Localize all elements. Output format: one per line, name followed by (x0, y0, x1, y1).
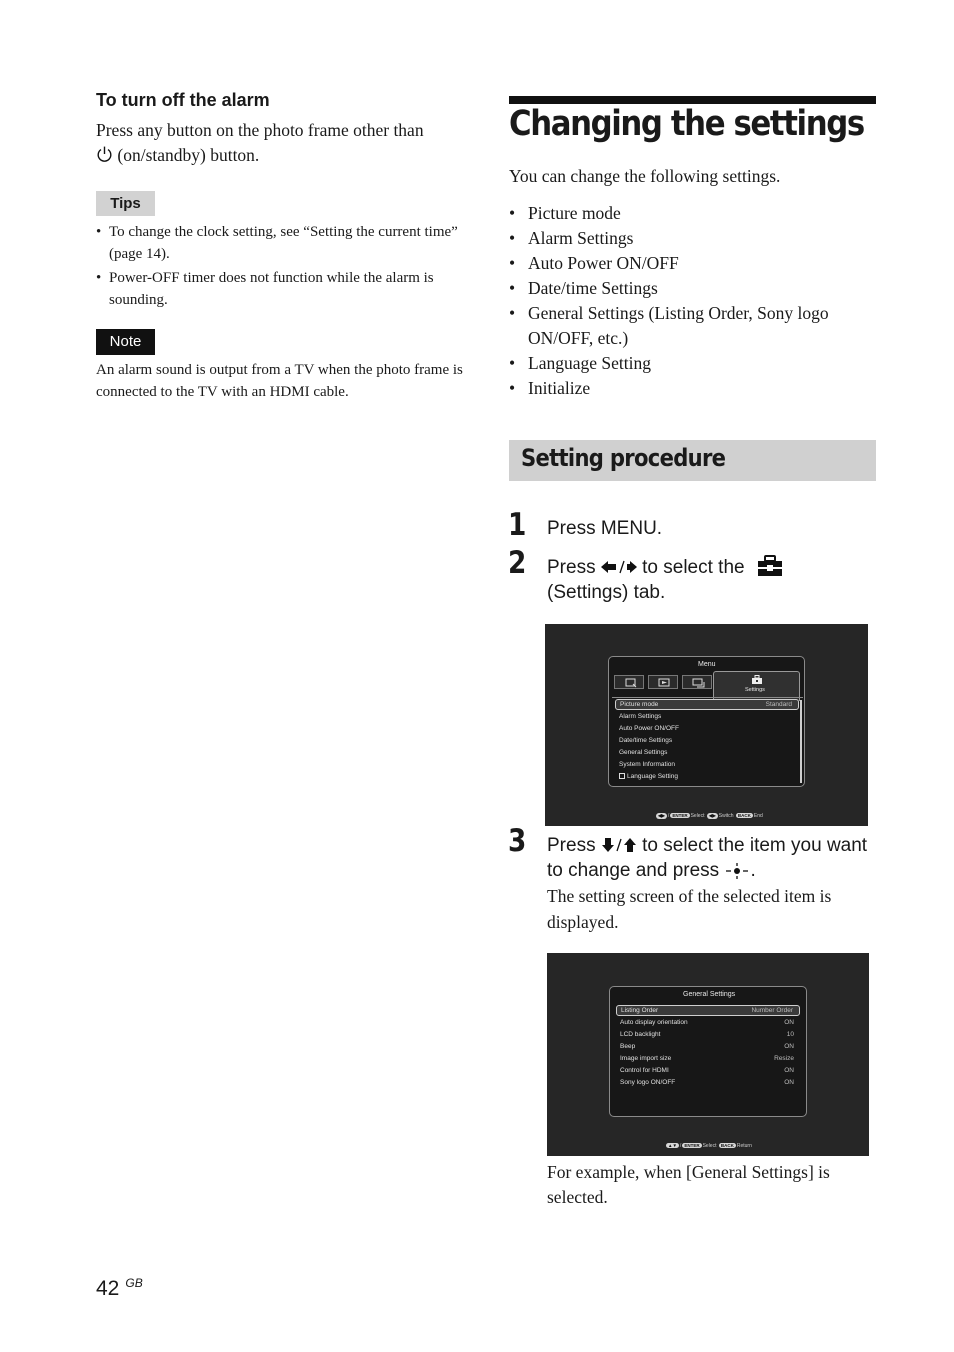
list-item: • Date/time Settings (509, 276, 876, 301)
enter-key-label: ENTER (684, 1143, 700, 1148)
page-number-value: 42 (96, 1277, 120, 1300)
row-value: Standard (765, 701, 792, 708)
tab-slideshow (648, 675, 678, 689)
row-label: LCD backlight (620, 1031, 661, 1038)
row-value: ON (784, 1067, 794, 1074)
nav-arrows-icon: ◀▶ (708, 813, 716, 818)
menu-screenshot (545, 624, 868, 826)
tip-item: • Power-OFF timer does not function while the alarm is sounding. (96, 268, 468, 311)
step-number: 2 (508, 545, 527, 581)
hint-text: Return (736, 1143, 752, 1149)
nav-arrows-icon: ◀▶ (658, 813, 665, 818)
row-label: Control for HDMI (620, 1067, 669, 1074)
list-item: • Picture mode (509, 201, 876, 226)
down-up-arrow-icon (601, 834, 637, 848)
settings-row (616, 1017, 800, 1028)
menu-row (615, 771, 799, 782)
tab-divider (612, 697, 803, 698)
hint-text: Switch (718, 813, 734, 819)
menu-row (615, 699, 799, 710)
step-text-part: Press (547, 557, 596, 578)
step-text-part: to select the (642, 557, 745, 578)
tab-editing (682, 675, 712, 689)
enter-key-label: ENTER (672, 813, 688, 818)
step-subtext: The setting screen of the selected item is displayed. (547, 886, 832, 932)
intro-text: You can change the following settings. (509, 166, 781, 186)
back-key-label: BACK (720, 1143, 734, 1148)
power-standby-icon (96, 145, 113, 162)
hint-text: Select (702, 1143, 717, 1149)
menu-row (615, 747, 799, 758)
hint-text: Select (690, 813, 705, 819)
settings-toolbox-icon (751, 675, 763, 685)
alarm-text-line-1: Press any button on the photo frame other than (96, 120, 424, 140)
settings-row (616, 1053, 800, 1064)
section-title: Setting procedure (521, 444, 726, 472)
row-value: ON (784, 1019, 794, 1026)
settings-row (616, 1041, 800, 1052)
settings-toolbox-icon (756, 555, 784, 577)
note-label: Note (96, 329, 155, 355)
scrollbar (800, 700, 802, 783)
row-label: Language Setting (627, 773, 678, 780)
menu-panel (608, 656, 805, 787)
page-number (96, 1276, 143, 1301)
menu-row (615, 723, 799, 734)
menu-row (615, 759, 799, 770)
slideshow-icon (649, 676, 679, 690)
alarm-text-line-2: (on/standby) button. (117, 145, 260, 165)
settings-tab-label: Settings (745, 687, 765, 693)
page-title: Changing the settings (509, 104, 864, 144)
settings-list (509, 201, 876, 401)
row-label: Sony logo ON/OFF (620, 1079, 676, 1086)
row-label: Auto Power ON/OFF (619, 725, 679, 732)
row-value: 10 (786, 1031, 794, 1038)
step-text (547, 833, 877, 883)
row-label: System Information (619, 761, 675, 768)
settings-row (616, 1065, 800, 1076)
row-label: Listing Order (621, 1007, 659, 1014)
left-right-arrow-icon (601, 556, 637, 570)
row-label: Picture mode (620, 701, 659, 708)
step-text (547, 555, 877, 605)
nav-arrows-icon: ▲▼ (668, 1143, 677, 1148)
row-label: General Settings (619, 749, 668, 756)
hint-text: End (753, 813, 763, 819)
editing-icon (683, 676, 713, 690)
row-value: ON (784, 1079, 794, 1086)
step-text-part: (Settings) tab. (547, 582, 666, 603)
step-number: 1 (508, 507, 527, 543)
list-item: • Initialize (509, 376, 876, 401)
region-code: GB (125, 1276, 143, 1290)
settings-row (616, 1005, 800, 1016)
general-settings-screenshot (547, 953, 869, 1156)
step-text: Press MENU. (547, 518, 663, 539)
row-value: Number Order (751, 1007, 793, 1014)
browse-icon (615, 676, 645, 690)
step-text-part: Press (547, 835, 596, 856)
alarm-text (96, 118, 468, 168)
list-item: • Auto Power ON/OFF (509, 251, 876, 276)
enter-button-icon (724, 861, 750, 877)
row-label: Beep (620, 1043, 636, 1050)
menu-row (615, 711, 799, 722)
tip-item: • To change the clock setting, see “Setting the current time” (page 14). (96, 222, 468, 265)
title-rule (509, 96, 876, 104)
list-item: • Language Setting (509, 351, 876, 376)
row-label: Auto display orientation (620, 1019, 688, 1026)
menu-title: Menu (698, 661, 716, 668)
note-text: An alarm sound is output from a TV when the photo frame is connected to the TV with an HDMI cable. (96, 362, 463, 400)
row-label: Alarm Settings (619, 713, 662, 720)
back-key-label: BACK (737, 813, 751, 818)
globe-icon (619, 773, 625, 779)
screenshot-caption: For example, when [General Settings] is selected. (547, 1162, 830, 1207)
menu-row (615, 735, 799, 746)
general-settings-panel (609, 986, 807, 1117)
tab-browse (614, 675, 644, 689)
row-label: Image import size (620, 1055, 672, 1062)
list-item: • Alarm Settings (509, 226, 876, 251)
general-settings-title: General Settings (683, 991, 736, 998)
list-item: • General Settings (Listing Order, Sony logo ON/OFF, etc.) (509, 301, 876, 351)
menu-hint-bar: ◀▶ / ENTER Select ◀▶ Switch BACK End (658, 813, 763, 819)
alarm-heading: To turn off the alarm (96, 90, 270, 110)
row-label: Date/time Settings (619, 737, 673, 744)
row-value: Resize (774, 1055, 794, 1062)
tips-list (96, 222, 468, 314)
settings-row (616, 1029, 800, 1040)
general-hint-bar: ▲▼ / ENTER Select BACK Return (668, 1143, 752, 1149)
row-value: ON (784, 1043, 794, 1050)
tips-label: Tips (96, 191, 155, 216)
step-text-part: to select the item you want to change and press (547, 835, 868, 881)
settings-row (616, 1077, 800, 1088)
step-text-part: . (750, 860, 756, 881)
step-number: 3 (508, 823, 527, 859)
